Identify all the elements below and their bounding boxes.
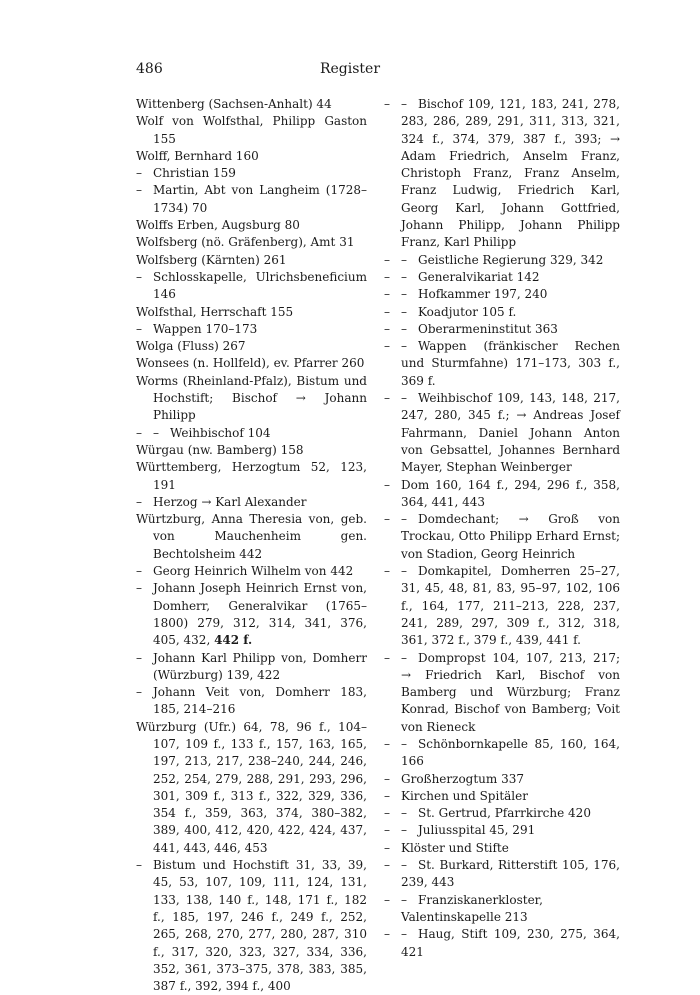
sub-entry-dash: – — [401, 806, 407, 821]
index-entry — [136, 719, 367, 857]
index-entry — [384, 650, 620, 736]
sub-entry-dash: – — [136, 858, 142, 873]
sub-entry-dash: – — [136, 425, 142, 440]
index-entry-text: Wolfsberg (Kärnten) 261 — [136, 252, 287, 267]
index-entry-text: Johann Veit von, Domherr 183, 185, 214–216 — [153, 685, 367, 717]
sub-entry-dash: – — [384, 840, 390, 855]
sub-entry-dash: – — [384, 892, 390, 907]
bold-page-ref: 442 f. — [214, 633, 253, 648]
index-entry-text: Koadjutor 105 f. — [418, 304, 517, 319]
index-entry — [136, 338, 367, 355]
index-entry — [384, 736, 620, 771]
index-entry — [384, 840, 620, 857]
sub-entry-dash: – — [384, 736, 390, 751]
index-entry — [384, 892, 620, 927]
index-entry-text: Dompropst 104, 107, 213, 217; → Friedrich Karl, Bischof von Bamberg und Würzburg; Franz Konrad, Bischof von Bamberg; Voit von Rieneck — [401, 650, 620, 734]
index-entry-text: Domkapitel, Domherren 25–27, 31, 45, 48, 81, 83, 95–97, 102, 106 f., 164, 177, 211–213, 228, 237, 241, 289, 297, 309 f., 312, 318, 361, 372 f., 379 f., 439, 441 f. — [401, 564, 620, 648]
sub-entry-dash: – — [384, 788, 390, 803]
index-entry — [384, 563, 620, 649]
index-column-left — [136, 96, 367, 995]
index-entry-text: Generalvikariat 142 — [418, 269, 540, 284]
index-entry-text: Johann Joseph Heinrich Ernst von, Domherr, Generalvikar (1765–1800) 279, 312, 314, 341, 376, 405, 432, — [153, 581, 367, 648]
index-entry-text: Wappen 170–173 — [153, 321, 258, 336]
index-entry — [136, 165, 367, 182]
index-entry-text: Wolff, Bernhard 160 — [136, 148, 259, 163]
sub-entry-dash: – — [384, 927, 390, 942]
index-entry — [384, 511, 620, 563]
index-entry-text: Wolga (Fluss) 267 — [136, 339, 246, 354]
index-column-right — [384, 96, 620, 961]
sub-entry-dash: – — [153, 425, 159, 440]
index-entry-text: Worms (Rheinland-Pfalz), Bistum und Hochstift; Bischof → Johann Philipp — [136, 373, 367, 423]
index-entry-text: Schönbornkapelle 85, 160, 164, 166 — [401, 736, 620, 769]
index-entry-text: St. Gertrud, Pfarrkirche 420 — [418, 806, 591, 821]
sub-entry-dash: – — [384, 650, 390, 665]
index-entry-text: Oberarmeninstitut 363 — [418, 321, 558, 336]
sub-entry-dash: – — [384, 771, 390, 786]
index-entry-text: Großherzogtum 337 — [401, 771, 525, 786]
index-entry-text: Franziskanerkloster, Valentinskapelle 213 — [401, 892, 543, 924]
index-entry — [384, 96, 620, 252]
sub-entry-dash: – — [401, 269, 407, 284]
index-entry — [384, 857, 620, 892]
index-entry — [136, 96, 367, 113]
index-entry — [136, 580, 367, 649]
index-entry — [384, 286, 620, 303]
sub-entry-dash: – — [136, 183, 142, 198]
index-entry-text: Herzog → Karl Alexander — [153, 494, 307, 509]
index-entry — [136, 182, 367, 217]
sub-entry-dash: – — [136, 685, 142, 700]
index-entry-text: St. Burkard, Ritterstift 105, 176, 239, 443 — [401, 858, 620, 890]
index-entry — [384, 788, 620, 805]
sub-entry-dash: – — [401, 736, 407, 751]
index-entry-text: Christian 159 — [153, 166, 236, 181]
sub-entry-dash: – — [401, 564, 407, 579]
index-entry — [136, 442, 367, 459]
index-entry — [384, 771, 620, 788]
index-entry — [384, 390, 620, 476]
index-entry-text: Weihbischof 109, 143, 148, 217, 247, 280, 345 f.; → Andreas Josef Fahrmann, Daniel Johann Anton von Gebsattel, Johannes Bernhard Mayer, Stephan Weinberger — [401, 391, 620, 475]
index-entry-text: Wappen (fränkischer Rechen und Sturmfahne) 171–173, 303 f., 369 f. — [401, 339, 620, 388]
sub-entry-dash: – — [136, 650, 142, 665]
sub-entry-dash: – — [384, 304, 390, 319]
index-entry — [384, 822, 620, 839]
sub-entry-dash: – — [401, 304, 407, 319]
index-entry — [136, 234, 367, 251]
index-entry-text: Würgau (nw. Bamberg) 158 — [136, 442, 304, 457]
index-entry-text: Klöster und Stifte — [401, 840, 509, 855]
sub-entry-dash: – — [384, 339, 390, 354]
index-entry-text: Haug, Stift 109, 230, 275, 364, 421 — [401, 927, 620, 959]
sub-entry-dash: – — [401, 97, 407, 111]
sub-entry-dash: – — [136, 269, 142, 284]
sub-entry-dash: – — [136, 321, 142, 336]
sub-entry-dash: – — [384, 321, 390, 336]
index-entry-text: Würzburg (Ufr.) 64, 78, 96 f., 104–107, 109 f., 133 f., 157, 163, 165, 197, 213, 217, 238–240, 244, 246, 252, 254, 279, 288, 291, 293, 296, 301, 309 f., 313 f., 322, 329, 336, 354 f., 359, 363, 374, 380–382, 389, 400, 412, 420, 422, 424, 437, 441, 443, 446, 453 — [136, 719, 367, 855]
index-entry-text: Wonsees (n. Hollfeld), ev. Pfarrer 260 — [136, 356, 365, 371]
page-number: 486 — [136, 61, 163, 77]
sub-entry-dash: – — [384, 858, 390, 873]
index-entry — [136, 269, 367, 304]
index-entry — [136, 321, 367, 338]
index-entry — [136, 113, 367, 148]
index-entry — [136, 252, 367, 269]
index-entry — [384, 304, 620, 321]
sub-entry-dash: – — [384, 252, 390, 267]
sub-entry-dash: – — [384, 287, 390, 302]
sub-entry-dash: – — [384, 823, 390, 838]
index-entry-text: Wittenberg (Sachsen-Anhalt) 44 — [136, 97, 332, 111]
index-entry-text: Wolf von Wolfsthal, Philipp Gaston 155 — [136, 114, 367, 146]
sub-entry-dash: – — [401, 512, 407, 527]
index-entry — [384, 338, 620, 390]
index-entry-text: Martin, Abt von Langheim (1728–1734) 70 — [153, 183, 367, 215]
index-entry-text: Hofkammer 197, 240 — [418, 287, 548, 302]
index-entry — [136, 511, 367, 563]
index-entry-text: Bischof 109, 121, 183, 241, 278, 283, 286, 289, 291, 311, 313, 321, 324 f., 374, 379, 387 f., 393; → Adam Friedrich, Anselm Franz, Christoph Franz, Franz Anselm, Franz Ludwig, Friedrich Karl, Georg Karl, Johann Gottfried, Johann Philipp, Johann Philipp Franz, Karl Philipp — [401, 97, 620, 250]
index-entry — [136, 684, 367, 719]
index-entry — [384, 805, 620, 822]
index-entry-text: Georg Heinrich Wilhelm von 442 — [153, 564, 354, 579]
sub-entry-dash: – — [401, 391, 407, 406]
index-entry-text: Weihbischof 104 — [170, 425, 271, 440]
index-entry — [136, 373, 367, 425]
sub-entry-dash: – — [384, 269, 390, 284]
index-entry-text: Dom 160, 164 f., 294, 296 f., 358, 364, 441, 443 — [401, 477, 620, 509]
sub-entry-dash: – — [401, 823, 407, 838]
index-entry — [384, 269, 620, 286]
sub-entry-dash: – — [401, 927, 407, 942]
sub-entry-dash: – — [401, 339, 407, 354]
index-entry-text: Wolfsthal, Herrschaft 155 — [136, 304, 294, 319]
index-entry-text: Wolfsberg (nö. Gräfenberg), Amt 31 — [136, 235, 355, 250]
index-entry-text: Geistliche Regierung 329, 342 — [418, 252, 604, 267]
index-entry-text: Würtzburg, Anna Theresia von, geb. von Mauchenheim gen. Bechtolsheim 442 — [136, 512, 367, 561]
index-entry — [384, 321, 620, 338]
index-entry — [136, 425, 367, 442]
running-head: Register — [319, 61, 381, 77]
index-entry — [136, 563, 367, 580]
sub-entry-dash: – — [384, 391, 390, 406]
index-entry-text: Wolffs Erben, Augsburg 80 — [136, 218, 300, 233]
sub-entry-dash: – — [384, 806, 390, 821]
sub-entry-dash: – — [401, 252, 407, 267]
sub-entry-dash: – — [401, 858, 407, 873]
sub-entry-dash: – — [384, 512, 390, 527]
sub-entry-dash: – — [136, 581, 142, 596]
index-entry — [384, 926, 620, 961]
sub-entry-dash: – — [384, 564, 390, 579]
index-entry-text: Domdechant; → Groß von Trockau, Otto Philipp Erhard Ernst; von Stadion, Georg Heinrich — [401, 512, 620, 561]
index-entry — [136, 857, 367, 995]
index-entry — [384, 477, 620, 512]
index-entry — [136, 650, 367, 685]
sub-entry-dash: – — [384, 477, 390, 492]
sub-entry-dash: – — [136, 494, 142, 509]
index-entry — [136, 217, 367, 234]
sub-entry-dash: – — [401, 650, 407, 665]
sub-entry-dash: – — [401, 321, 407, 336]
sub-entry-dash: – — [401, 287, 407, 302]
index-entry — [136, 494, 367, 511]
index-entry — [384, 252, 620, 269]
index-entry — [136, 148, 367, 165]
sub-entry-dash: – — [136, 564, 142, 579]
sub-entry-dash: – — [401, 892, 407, 907]
index-entry-text: Kirchen und Spitäler — [401, 788, 528, 803]
index-entry-text: Juliusspital 45, 291 — [418, 823, 536, 838]
index-entry-text: Johann Karl Philipp von, Domherr (Würzburg) 139, 422 — [153, 650, 367, 682]
index-entry-text: Schlosskapelle, Ulrichsbeneficium 146 — [153, 269, 367, 302]
index-entry-text: Württemberg, Herzogtum 52, 123, 191 — [136, 460, 367, 492]
index-entry-text: Bistum und Hochstift 31, 33, 39, 45, 53, 107, 109, 111, 124, 131, 133, 138, 140 f., 148, 171 f., 182 f., 185, 197, 246 f., 249 f., 252, 265, 268, 270, 277, 280, 287, 310 f., 317, 320, 323, 327, 334, 336, 352, 361, 373–375, 378, 383, 385, 387 f., 392, 394 f., 400 — [153, 858, 367, 994]
sub-entry-dash: – — [136, 166, 142, 181]
index-entry — [136, 459, 367, 494]
sub-entry-dash: – — [384, 97, 390, 111]
index-entry — [136, 304, 367, 321]
index-entry — [136, 355, 367, 372]
